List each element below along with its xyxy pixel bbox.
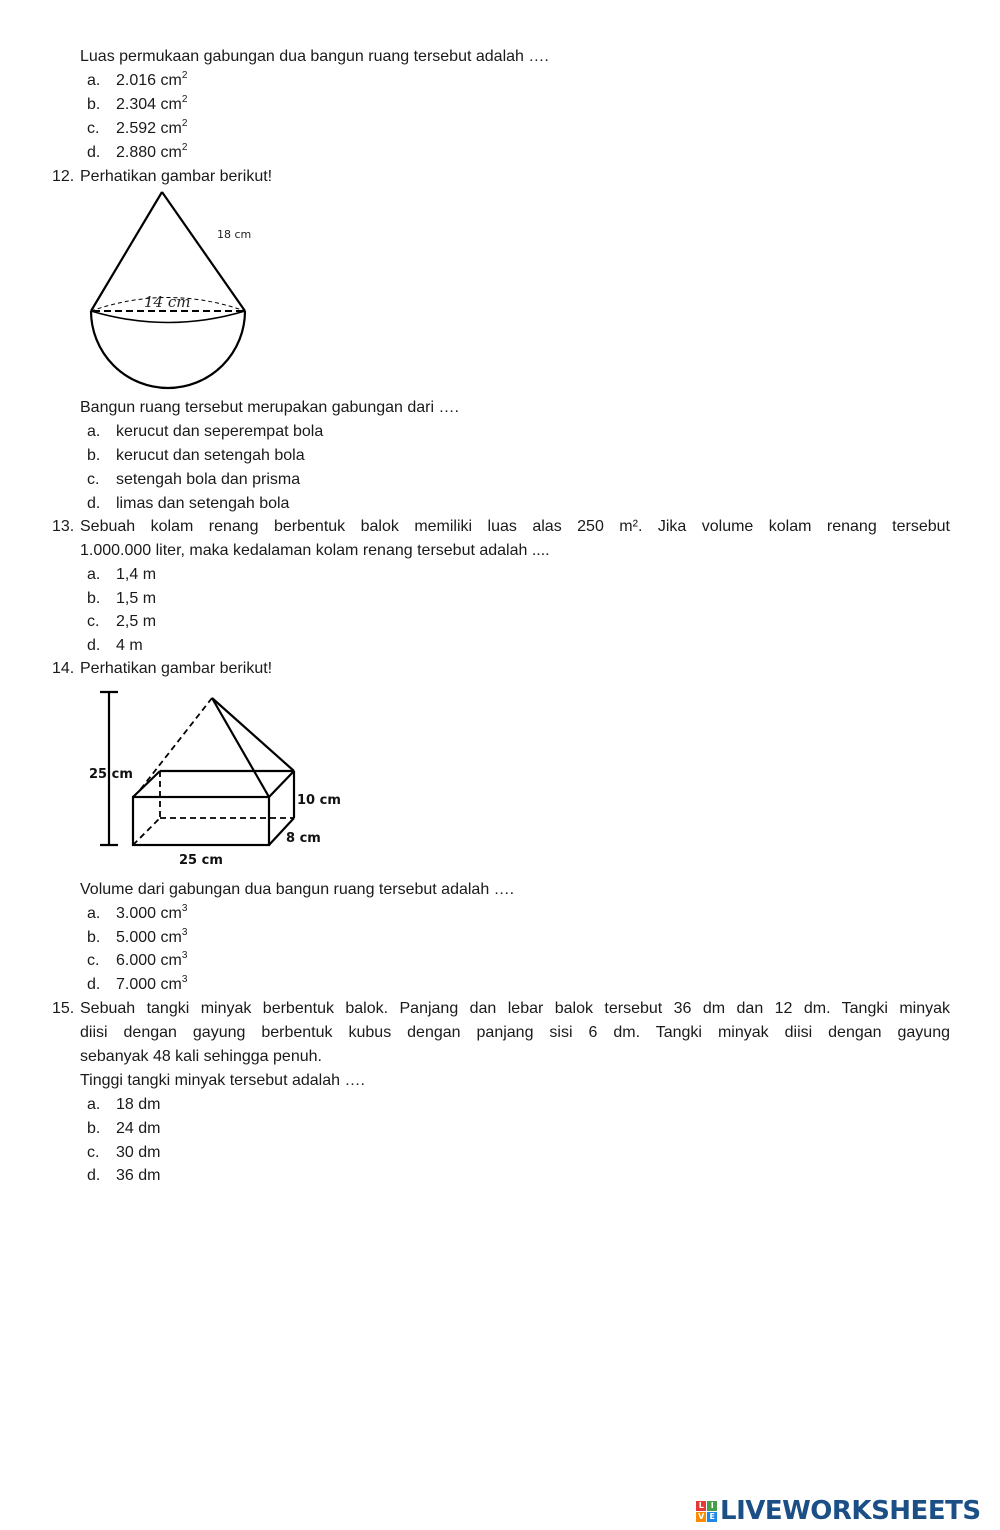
q15-line-4: Tinggi tangki minyak tersebut adalah …. [80, 1072, 365, 1089]
q14-number: 14. [52, 660, 75, 677]
base-front-curve [91, 311, 245, 323]
slant-label: 18 cm [217, 228, 252, 241]
diameter-label: 14 cm [144, 293, 191, 311]
cone-hemisphere-figure [80, 188, 270, 394]
q12-stem: Bangun ruang tersebut merupakan gabungan dari …. [80, 399, 459, 416]
height-label: 25 cm [89, 767, 133, 782]
q15-line-3: sebanyak 48 kali sehingga penuh. [80, 1048, 322, 1065]
box-height-label: 10 cm [297, 793, 341, 808]
q14-stem: Volume dari gabungan dua bangun ruang tersebut adalah …. [80, 881, 515, 898]
length-label: 25 cm [179, 853, 223, 868]
q13-line-1: Sebuah kolam renang berbentuk balok memiliki luas alas 250 m². Jika volume kolam renang tersebut [80, 518, 950, 535]
q11-stem: Luas permukaan gabungan dua bangun ruang tersebut adalah …. [80, 48, 549, 65]
pyramid-edge-left-hidden [140, 698, 212, 790]
prism-pyramid-figure [85, 685, 355, 870]
liveworksheets-logo-icon: L I V E [696, 1501, 717, 1522]
liveworksheets-logo[interactable] [696, 1495, 981, 1527]
q13-line-2: 1.000.000 liter, maka kedalaman kolam renang tersebut adalah .... [80, 542, 550, 559]
pyramid-edge-front [212, 698, 269, 797]
q12-number: 12. [52, 168, 75, 185]
pyramid-edge-right [212, 698, 294, 771]
q13-number: 13. [52, 518, 75, 535]
q15-line-1: Sebuah tangki minyak berbentuk balok. Panjang dan lebar balok tersebut 36 dm dan 12 dm. Tangki minyak [80, 1000, 950, 1017]
width-label: 8 cm [286, 831, 321, 846]
box-front-face [133, 797, 269, 845]
q14-intro: Perhatikan gambar berikut! [80, 660, 273, 677]
q12-intro: Perhatikan gambar berikut! [80, 168, 273, 185]
q15-line-2: diisi dengan gayung berbentuk kubus dengan panjang sisi 6 dm. Tangki minyak diisi dengan gayung [80, 1024, 950, 1041]
liveworksheets-logo-text: LIVEWORKSHEETS [720, 1496, 981, 1526]
q15-number: 15. [52, 1000, 75, 1017]
